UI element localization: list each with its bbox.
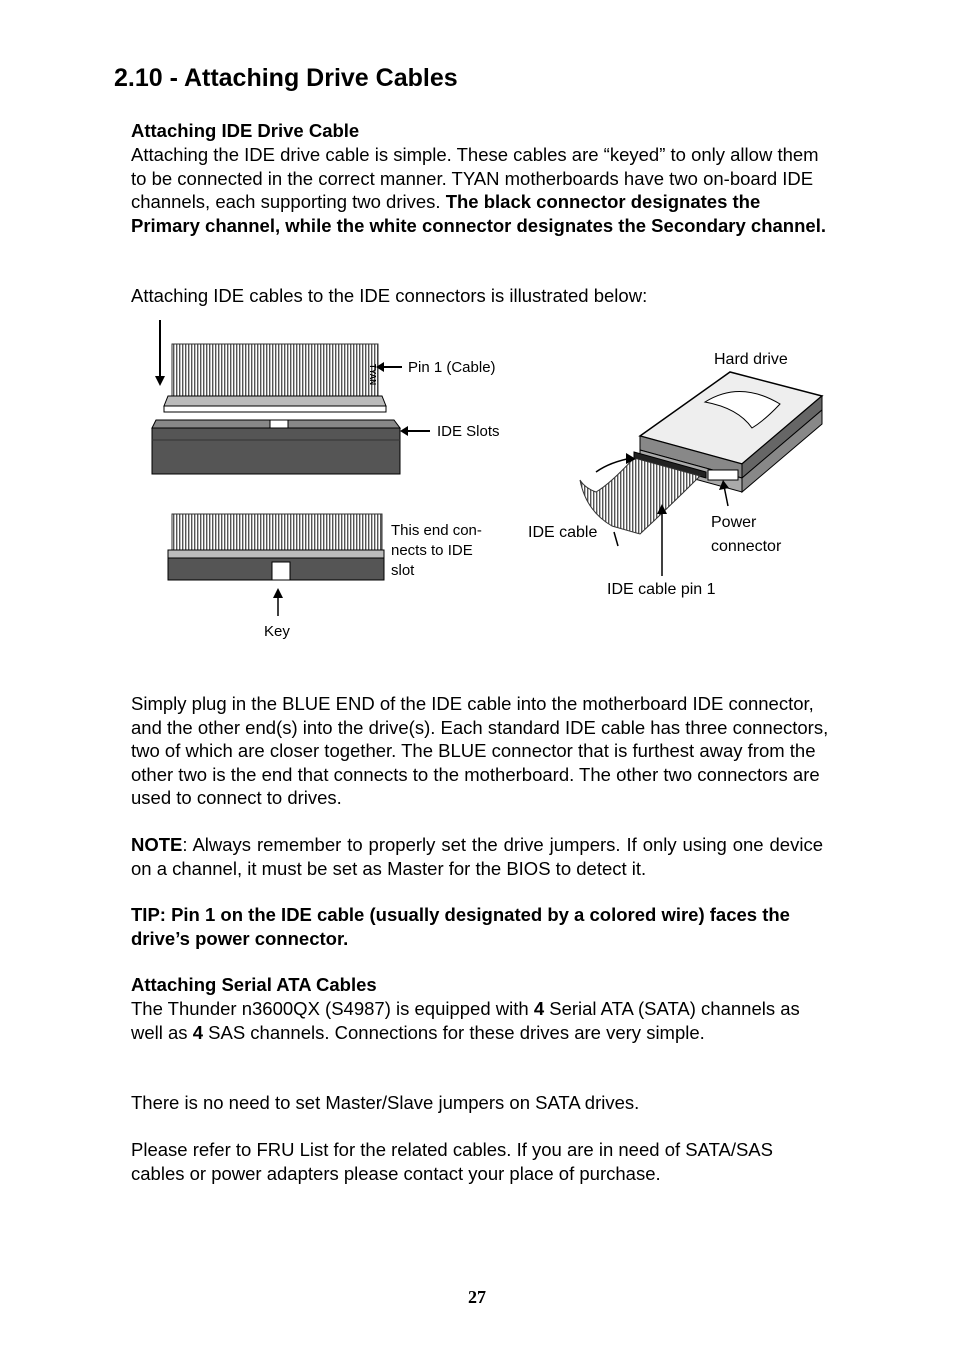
ide-slots-callout <box>400 423 500 440</box>
power-line2: connector <box>711 538 782 555</box>
pin1-cable-label: Pin 1 (Cable) <box>408 359 496 376</box>
ide-intro-bold: The black connector designates the Primary channel, while the white connector designates the Secondary channel. <box>131 191 826 236</box>
ide-heading <box>131 119 831 143</box>
sata-heading <box>131 973 831 997</box>
ide-cable-figure <box>140 316 840 646</box>
power-line1: Power <box>711 514 757 531</box>
section-title: 2.10 - Attaching Drive Cables <box>114 64 458 92</box>
sata-line-b: Serial ATA (SATA) channels as well as <box>131 998 800 1043</box>
note-text: : Always remember to properly set the drive jumpers. If only using one device on a channel, it must be set as Master for the BIOS to detect it. <box>131 834 823 879</box>
ide-cable-label: IDE cable <box>528 524 598 541</box>
tip-text: TIP: Pin 1 on the IDE cable (usually designated by a colored wire) faces the drive’s power connector. <box>131 904 790 949</box>
hard-drive-diagram <box>580 372 822 576</box>
sata-line-c: SAS channels. Connections for these drives are very simple. <box>203 1021 705 1043</box>
cable-end-line2: nects to IDE <box>391 542 473 559</box>
sata-line-a: The Thunder n3600QX (S4987) is equipped with <box>131 998 534 1019</box>
key-label: Key <box>264 623 290 640</box>
ide-heading-text: Attaching IDE Drive Cable <box>131 120 360 141</box>
brand-label: TYAN <box>368 364 377 386</box>
note-paragraph <box>131 833 823 880</box>
ide-cable-top-diagram <box>152 320 400 474</box>
sata-count: 4 <box>533 998 545 1019</box>
sas-count: 4 <box>192 1021 203 1043</box>
ide-illustrated-text: Attaching IDE cables to the IDE connectors is illustrated below: <box>131 285 648 306</box>
cable-end-line1: This end con- <box>391 522 482 539</box>
cable-end-line3: slot <box>391 562 415 579</box>
ide-cable-pin1-label: IDE cable pin 1 <box>607 581 716 598</box>
page-number: 27 <box>468 1287 486 1307</box>
tip-paragraph <box>131 903 791 950</box>
ide-slots-label: IDE Slots <box>437 423 500 440</box>
refer-paragraph: Please refer to FRU List for the related cables. If you are in need of SATA/SAS cables or power adapters please contact your place of purchase. <box>131 1139 773 1184</box>
sata-heading-text: Attaching Serial ATA Cables <box>131 974 377 995</box>
plug-paragraph: Simply plug in the BLUE END of the IDE cable into the motherboard IDE connector, and the other end(s) into the drive(s). Each standard IDE cable has three connectors, two of which are closer together. The BLUE connector that is furthest away from the other two is the end that connects to the motherboard. The other two connectors are used to connect to drives. <box>131 693 829 808</box>
no-jumpers-text: There is no need to set Master/Slave jumpers on SATA drives. <box>131 1092 640 1113</box>
ide-intro-paragraph <box>131 143 831 237</box>
ide-intro-plain: Attaching the IDE drive cable is simple. These cables are “keyed” to only allow them to be connected in the correct manner. TYAN motherboards have two on-board IDE channels, each supporting two drives. <box>131 144 819 212</box>
hard-drive-label: Hard drive <box>714 351 788 368</box>
sata-intro-paragraph <box>131 997 831 1044</box>
cable-end-diagram <box>168 514 384 640</box>
note-label: NOTE <box>131 834 183 855</box>
pin1-cable-callout <box>376 359 496 376</box>
